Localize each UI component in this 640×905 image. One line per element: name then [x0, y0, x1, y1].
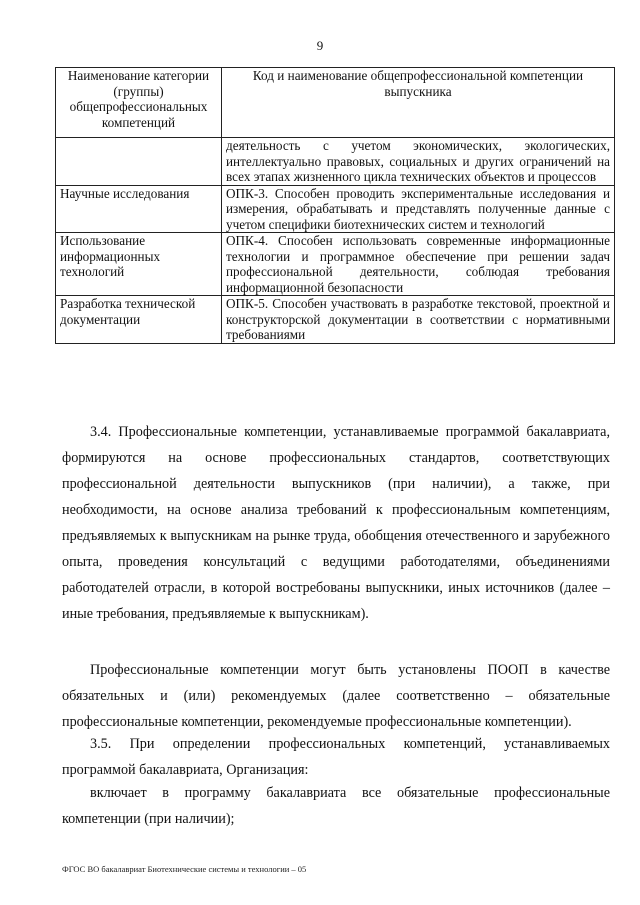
- paragraph-3-5: [62, 731, 610, 783]
- category-cell: [56, 138, 222, 186]
- paragraph-text: 3.5. При определении профессиональных компетенций, устанавливаемых программой бакалавриата, Организация:: [62, 736, 610, 778]
- header-code-cell: Код и наименование общепрофессиональной компетенции выпускника: [222, 68, 615, 138]
- header-category-cell: Наименование категории (группы) общепрофессиональных компетенций: [56, 68, 222, 138]
- competence-cell: ОПК-5. Способен участвовать в разработке текстовой, проектной и конструкторской документации в соответствии с нормативными требованиями: [222, 296, 615, 344]
- category-cell: Использование информационных технологий: [56, 233, 222, 296]
- paragraph-professional-competences: [62, 657, 610, 735]
- paragraph-includes: [62, 780, 610, 832]
- category-cell: Разработка технической документации: [56, 296, 222, 344]
- paragraph-text: 3.4. Профессиональные компетенции, устанавливаемые программой бакалавриата, формируются на основе профессиональных стандартов, соответствующих профессиональной деятельности выпускников (при наличии), а также, при необходимости, на основе анализа требований к профессиональным компетенциям, предъявляемых к выпускникам на рынке труда, обобщения отечественного и зарубежного опыта, проведения консультаций с ведущими работодателями, объединениями работодателей отрасли, в которой востребованы выпускники, иных источников (далее – иные требования, предъявляемые к выпускникам).: [62, 424, 610, 622]
- competence-cell: ОПК-3. Способен проводить экспериментальные исследования и измерения, обрабатывать и представлять полученные данные с учетом специфики биотехнических систем и технологий: [222, 185, 615, 233]
- table-row: [56, 296, 615, 344]
- competence-cell: ОПК-4. Способен использовать современные информационные технологии и программное обеспечение при решении задач профессиональной деятельности, соблюдая требования информационной безопасности: [222, 233, 615, 296]
- competencies-table: [55, 67, 615, 344]
- table-row: [56, 138, 615, 186]
- competence-cell: деятельность с учетом экономических, экологических, интеллектуально правовых, социальных и других ограничений на всех этапах жизненного цикла технических объектов и процессов: [222, 138, 615, 186]
- paragraph-text: включает в программу бакалавриата все обязательные профессиональные компетенции (при наличии);: [62, 785, 610, 827]
- paragraph-text: Профессиональные компетенции могут быть установлены ПООП в качестве обязательных и (или) рекомендуемых (далее соответственно – обязательные профессиональные компетенции, рекомендуемые профессиональные компетенции).: [62, 662, 610, 730]
- table-row: [56, 185, 615, 233]
- paragraph-3-4: [62, 419, 610, 627]
- table-row: [56, 233, 615, 296]
- category-cell: Научные исследования: [56, 185, 222, 233]
- page-footer: ФГОС ВО бакалавриат Биотехнические системы и технологии – 05: [62, 864, 307, 874]
- table-header-row: [56, 68, 615, 138]
- page-number: 9: [316, 38, 324, 53]
